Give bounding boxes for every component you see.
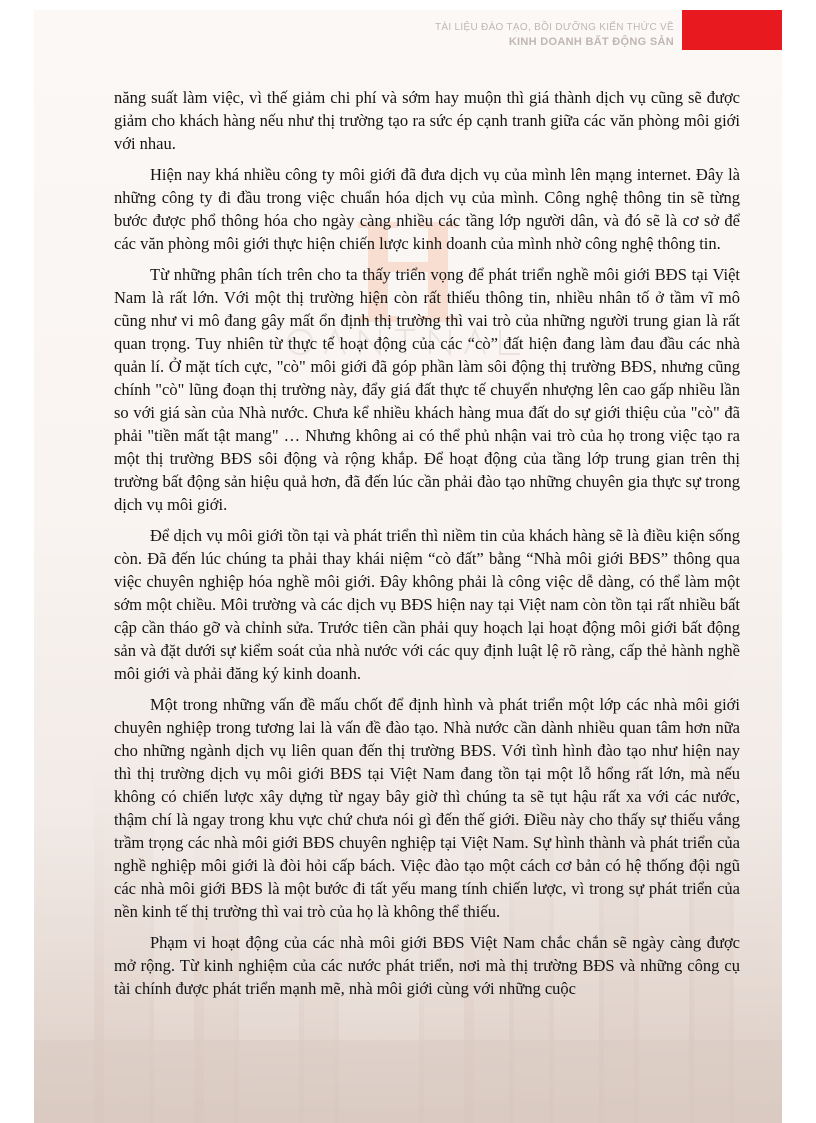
paragraph-1: năng suất làm việc, vì thế giảm chi phí và sớm hay muộn thì giá thành dịch vụ cũng sẽ được giảm cho khách hàng nếu như thị trường tạo ra sức ép cạnh tranh giữa các văn phòng môi giới với nhau. — [114, 88, 740, 153]
header-title: KINH DOANH BẤT ĐỘNG SẢN — [508, 36, 674, 48]
document-header — [435, 21, 674, 49]
header-accent-bar — [682, 10, 782, 50]
paragraph-3: Từ những phân tích trên cho ta thấy triển vọng để phát triển nghề môi giới BĐS tại Việt Nam là rất lớn. Với một thị trường hiện còn rất thiếu thông tin, nhiều nhân tố ở tầm vĩ mô cũng như vi mô đang gây mất ổn định thị trường thì vai trò của những người trung gian là rất quan trọng. Tuy nhiên từ thực tế hoạt động của các “cò” đất hiện đang làm đau đầu các nhà quản lí. Ở mặt tích cực, "cò" môi giới đã góp phần làm sôi động thị trường BĐS, nhưng cũng chính "cò" lũng đoạn thị trường này, đẩy giá đất thực tế chuyển nhượng lên cao gấp nhiều lần so với giá sàn của Nhà nước. Chưa kể nhiều khách hàng mua đất do sự giới thiệu của "cò" đã phải "tiền mất tật mang" … Nhưng không ai có thể phủ nhận vai trò của họ trong việc tạo ra một thị trường BĐS sôi động và rộng khắp. Để hoạt động của tầng lớp trung gian trên thị trường bất động sản hiệu quả hơn, đã đến lúc cần phải đào tạo những chuyên gia thực sự trong dịch vụ môi giới. — [114, 265, 740, 514]
paragraph-4: Để dịch vụ môi giới tồn tại và phát triển thì niềm tin của khách hàng sẽ là điều kiện sống còn. Đã đến lúc chúng ta phải thay khái niệm “cò đất” bằng “Nhà môi giới BĐS” thông qua việc chuyên nghiệp hóa nghề môi giới. Đây không phải là công việc dễ dàng, có thể làm một sớm một chiều. Môi trường và các dịch vụ BĐS hiện nay tại Việt nam còn tồn tại rất nhiều bất cập cần tháo gỡ và chỉnh sửa. Trước tiên cần phải quy hoạch lại hoạt động môi giới bất động sản và đặt dưới sự kiểm soát của nhà nước với các quy định luật lệ rõ ràng, cấp thẻ hành nghề môi giới và phải đăng ký kinh doanh. — [114, 526, 740, 683]
paragraph-2: Hiện nay khá nhiều công ty môi giới đã đưa dịch vụ của mình lên mạng internet. Đây là những công ty đi đầu trong việc chuẩn hóa dịch vụ của mình. Công nghệ thông tin sẽ từng bước được phổ thông hóa cho ngày càng nhiều các tầng lớp người dân, và đó sẽ là cơ sở để các văn phòng môi giới thực hiện chiến lược kinh doanh của mình nhờ công nghệ thông tin. — [114, 165, 740, 253]
header-subtitle: TÀI LIỆU ĐÀO TẠO, BỒI DƯỠNG KIẾN THỨC VỀ — [435, 22, 674, 33]
document-body — [114, 86, 740, 1008]
paragraph-5: Một trong những vấn đề mấu chốt để định hình và phát triển một lớp các nhà môi giới chuyên nghiệp trong tương lai là vấn đề đào tạo. Nhà nước cần dành nhiều quan tâm hơn nữa cho những ngành dịch vụ liên quan đến thị trường BĐS. Với tình hình đào tạo như hiện nay thì thị trường dịch vụ môi giới BĐS tại Việt Nam đang tồn tại một lỗ hổng rất lớn, mà nếu không có chiến lược xây dựng từ ngay bây giờ thì chúng ta sẽ tụt hậu rất xa với các nước, thậm chí là ngay trong khu vực chứ chưa nói gì đến thế giới. Điều này cho thấy sự thiếu vắng trầm trọng các nhà môi giới BĐS chuyên nghiệp tại Việt Nam. Sự hình thành và phát triển của nghề nghiệp môi giới là đòi hỏi cấp bách. Việc đào tạo một cách cơ bản có hệ thống đội ngũ các nhà môi giới BĐS là một bước đi tất yếu mang tính chiến lược, vì trong sự phát triển của nền kinh tế thị trường thì vai trò của họ là không thể thiếu. — [114, 695, 740, 921]
paragraph-6: Phạm vi hoạt động của các nhà môi giới BĐS Việt Nam chắc chắn sẽ ngày càng được mở rộng. Từ kinh nghiệm của các nước phát triển, nơi mà thị trường BĐS và những công cụ tài chính được phát triển mạnh mẽ, nhà môi giới cùng với những cuộc — [114, 933, 740, 998]
